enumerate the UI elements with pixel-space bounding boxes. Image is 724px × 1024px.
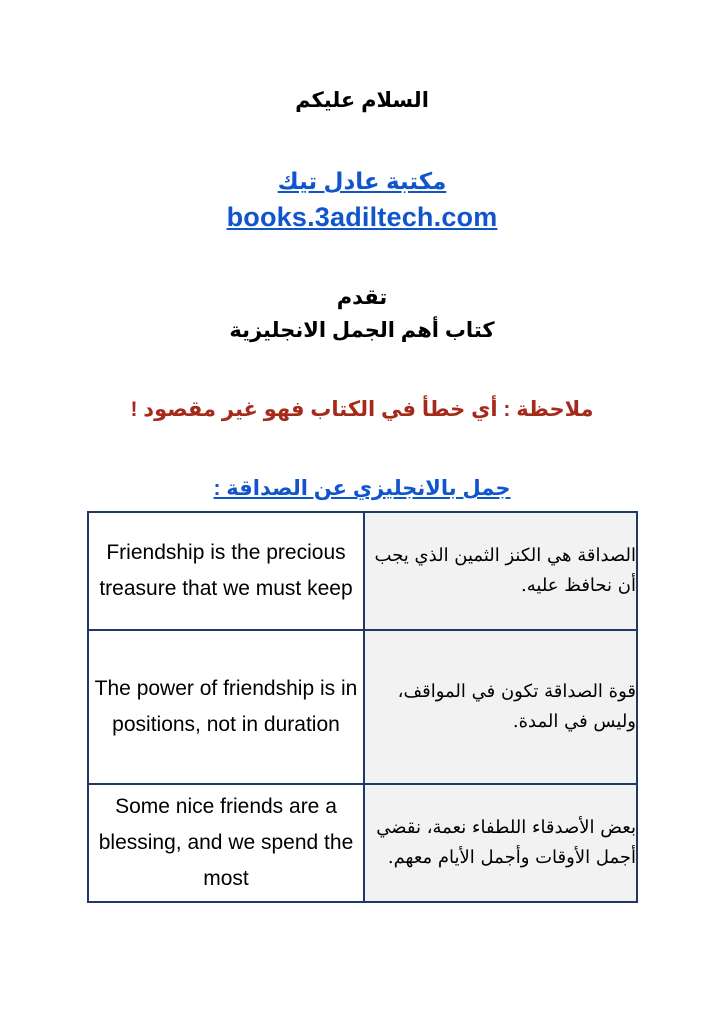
section-title-link[interactable]: جمل بالانجليزي عن الصداقة : [213,477,511,500]
table-row [88,512,637,630]
english-sentence-cell: Friendship is the precious treasure that we must keep [88,512,364,630]
table-row [88,784,637,902]
arabic-sentence-cell: الصداقة هي الكنز الثمين الذي يجب أن نحافظ عليه. [364,512,637,630]
english-sentence-cell: The power of friendship is in positions, not in duration [88,630,364,784]
presents-text: تقدم [336,286,388,309]
book-title: كتاب أهم الجمل الانجليزية [229,319,495,342]
library-name-link[interactable]: مكتبة عادل تيك [277,168,447,194]
greeting-heading: السلام عليكم [295,89,429,112]
table-row [88,630,637,784]
sentences-table [87,511,638,903]
website-link[interactable]: books.3adiltech.com [226,202,498,232]
arabic-sentence-cell: قوة الصداقة تكون في المواقف، وليس في المدة. [364,630,637,784]
arabic-sentence-cell: بعض الأصدقاء اللطفاء نعمة، نقضي أجمل الأوقات وأجمل الأيام معهم. [364,784,637,902]
english-sentence-cell: Some nice friends are a blessing, and we spend the most [88,784,364,902]
disclaimer-note: ملاحظة : أي خطأ في الكتاب فهو غير مقصود ! [130,398,594,421]
